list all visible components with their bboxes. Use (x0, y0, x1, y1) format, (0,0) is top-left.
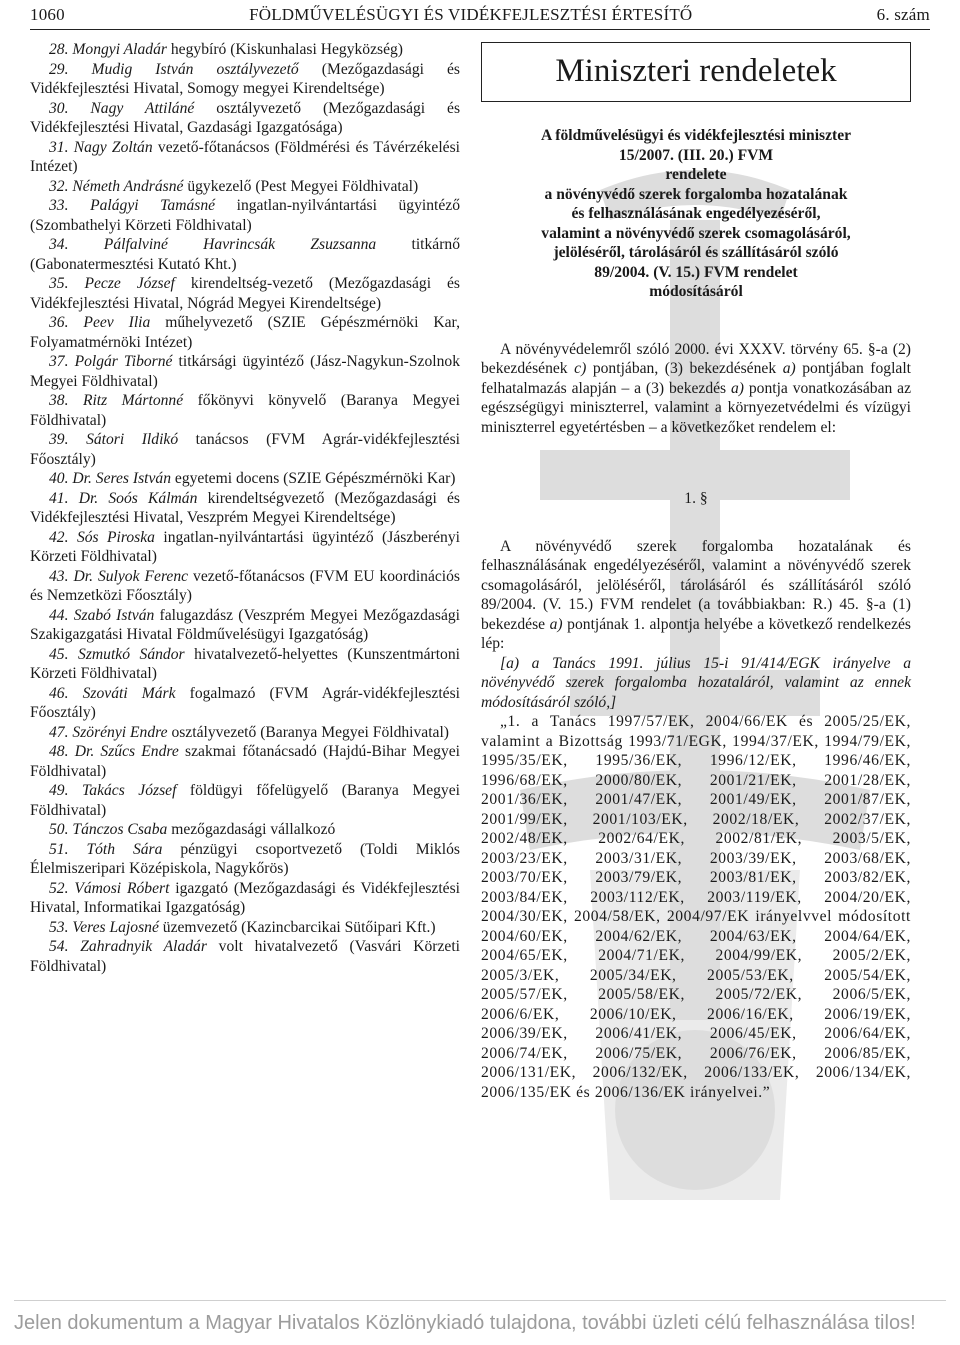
recipient-position: szakmai főtanácsadó (Hajdú-Bihar Megyei Földhivatal) (30, 743, 460, 780)
recipient-entry (30, 606, 460, 645)
recipient-position: volt hivatalvezető (Vasvári Körzeti Földhivatal) (30, 938, 460, 975)
entry-number: 44. (49, 606, 69, 624)
footer-divider (14, 1300, 946, 1301)
recipient-position: üzemvezető (Kazincbarcikai Sütőipari Kft.) (158, 918, 436, 936)
entry-number: 38. (49, 392, 69, 409)
regulation-heading-line: rendelete (665, 166, 727, 183)
regulation-heading-line: 15/2007. (III. 20.) FVM (618, 146, 774, 164)
entry-number: 45. (49, 645, 69, 663)
recipient-position: ingatlan-nyilvántartási ügyintéző (Szombathelyi Körzeti Földhivatal) (30, 197, 460, 234)
header-divider (30, 29, 930, 30)
entry-number: 29. (49, 60, 69, 78)
recipient-entry (30, 177, 460, 197)
recipient-entry (30, 684, 460, 723)
recipient-name: Mongyi Aladár (72, 41, 167, 58)
recipient-position: vezető-főtanácsos (Földmérési és Távérzékelési Intézet) (30, 138, 460, 175)
recipient-name: Dr. Soós Kálmán (78, 489, 198, 507)
recipient-position: ügykezelő (Pest Megyei Földhivatal) (183, 177, 419, 195)
entry-number: 54. (49, 938, 69, 955)
preamble-text-4: pontja vonatkozásában az egészségügyi miniszterrel, valamint a környezetvédelmi és vízügyi miniszterrel egyetértésben – a következőket rendelem el: (481, 379, 911, 436)
replaced-clause: [a) a Tanács 1991. július 15-i 91/414/EGK irányelve a növényvédő szerek forgalomba hozataláról, valamint az ennek módosításáról szóló,] (481, 654, 911, 711)
entry-number: 43. (49, 567, 69, 585)
recipient-position: fogalmazó (FVM Agrár-vidékfejlesztési Főosztály) (30, 684, 460, 721)
recipient-entry (30, 937, 460, 976)
recipient-position: osztályvezető (Baranya Megyei Földhivatal) (167, 723, 450, 741)
recipient-position: vezető-főtanácsos (FVM EU koordinációs és Nemzetközi Főosztály) (30, 567, 461, 604)
recipient-position: tanácsos (FVM Agrár-vidékfejlesztési Főosztály) (30, 431, 460, 468)
preamble-point-a: a) (782, 360, 796, 377)
recipient-name: Pecze József (84, 275, 175, 292)
regulation-heading (481, 126, 911, 302)
recipient-name: Nagy Attiláné (90, 99, 195, 117)
regulation-heading-line: 89/2004. (V. 15.) FVM rendelet (594, 263, 798, 281)
recipient-name: Dr. Szűcs Endre (74, 743, 179, 760)
entry-number: 36. (49, 314, 69, 331)
recipient-name: Dr. Sulyok Ferenc (73, 567, 189, 585)
recipient-position: hegybíró (Kiskunhalasi Hegyközség) (166, 41, 403, 58)
recipient-name: Sós Piroska (76, 528, 155, 546)
entry-number: 32. (49, 177, 69, 195)
recipient-name: Pálfalviné Havrincsák Zsuzsanna (103, 236, 377, 253)
entry-number: 52. (49, 879, 69, 897)
recipient-entry (30, 723, 460, 743)
new-provision-text: „1. a Tanács 1997/57/EK, 2004/66/EK és 2005/25/EK, valamint a Bizottság 1993/71/EGK, 1994/37/EK, 1994/79/EK, 1995/35/EK, 1995/36/EK, 1996/12/EK, 1996/46/EK, 1996/68/EK, 2000/80/EK, 2001/21/EK, 2001/28/EK, 2001/36/EK, 2001/47/EK, 2001/49/EK, 2001/87/EK, 2001/99/EK, 2001/103/EK, 2002/18/EK, 2002/37/EK, 2002/48/EK, 2002/64/EK, 2002/81/EK, 2003/5/EK, 2003/23/EK, 2003/31/EK, 2003/39/EK, 2003/68/EK, 2003/70/EK, 2003/79/EK, 2003/81/EK, 2003/82/EK, 2003/84/EK, 2003/112/EK, 2003/119/EK, 2004/20/EK, 2004/30/EK, 2004/58/EK, 2004/97/EK irányelvvel módosított 2004/60/EK, 2004/62/EK, 2004/63/EK, 2004/64/EK, 2004/65/EK, 2004/71/EK, 2004/99/EK, 2005/2/EK, 2005/3/EK, 2005/34/EK, 2005/53/EK, 2005/54/EK, 2005/57/EK, 2005/58/EK, 2005/72/EK, 2006/5/EK, 2006/6/EK, 2006/10/EK, 2006/16/EK, 2006/19/EK, 2006/39/EK, 2006/41/EK, 2006/45/EK, 2006/64/EK, 2006/74/EK, 2006/75/EK, 2006/76/EK, 2006/85/EK, 2006/131/EK, 2006/132/EK, 2006/133/EK, 2006/134/EK, 2006/135/EK és 2006/136/EK irányelvei.” (481, 713, 911, 1101)
recipient-position: főkönyvi könyvelő (Baranya Megyei Földhivatal) (30, 392, 460, 429)
recipient-entry (30, 60, 460, 99)
preamble (481, 340, 911, 438)
recipient-name: Tánczos Csaba (72, 821, 168, 838)
recipient-entry (30, 840, 460, 879)
recipient-entry (30, 567, 460, 606)
recipient-position: osztályvezető (Mezőgazdasági és Vidékfejlesztési Hivatal, Gazdasági Igazgatósága) (30, 99, 461, 136)
regulation-heading-line: módosításáról (649, 283, 743, 300)
recipient-position: titkársági ügyintéző (Jász-Nagykun-Szolnok Megyei Földhivatal) (30, 353, 460, 390)
recipient-name: Polgár Tiborné (74, 353, 173, 370)
entry-number: 40. (49, 470, 69, 487)
entry-number: 28. (49, 41, 69, 58)
entry-number: 30. (49, 99, 69, 117)
recipient-entry (30, 391, 460, 430)
amendment-text-2: pontjának 1. alpontja helyébe a következő rendelkezés lép: (481, 615, 911, 652)
entry-number: 47. (49, 723, 69, 741)
regulation-heading-line: valamint a növényvédő szerek csomagolásáról, (541, 224, 851, 242)
recipient-entry (30, 196, 460, 235)
recipient-position: földügyi főfelügyelő (Baranya Megyei Földhivatal) (30, 782, 460, 819)
recipient-entry (30, 235, 460, 274)
recipient-name: Dr. Seres István (72, 470, 172, 487)
entry-number: 48. (49, 743, 69, 760)
recipient-entry (30, 879, 460, 918)
recipient-entry (30, 138, 460, 177)
preamble-point-c: c) (574, 360, 587, 377)
regulation-column (481, 40, 911, 1102)
recipient-entry (30, 352, 460, 391)
journal-title: FÖLDMŰVELÉSÜGYI ÉS VIDÉKFEJLESZTÉSI ÉRTESÍTŐ (249, 5, 693, 24)
issue-number: 6. szám (876, 5, 930, 24)
section-number: 1. § (684, 490, 708, 507)
entry-number: 31. (49, 138, 69, 156)
regulation-heading-line: és felhasználásának engedélyezéséről, (571, 205, 821, 222)
entry-number: 46. (49, 684, 69, 702)
page-number: 1060 (30, 5, 65, 24)
recipient-name: Mudig István osztályvezető (91, 60, 299, 78)
entry-number: 33. (49, 197, 69, 214)
recipient-entry (30, 313, 460, 352)
recipient-entry (30, 40, 460, 60)
recipient-entry (30, 430, 460, 469)
entry-number: 41. (49, 489, 69, 507)
amendment-text-1: A növényvédő szerek forgalomba hozatalának és felhasználásának engedélyezéséről, valamint a növényvédő szerek csomagolásáról, jelöléséről, tárolásáról és szállításáról szóló 89/2004. (V. 15.) FVM rendelet (a továbbiakban: R.) 45. §-a (1) bekezdése (481, 537, 911, 633)
recipient-position: ingatlan-nyilvántartási ügyintéző (Jászberényi Körzeti Földhivatal) (30, 528, 460, 565)
recipient-entry (30, 489, 460, 528)
award-recipients-list (30, 40, 460, 976)
entry-number: 49. (49, 782, 69, 799)
regulation-heading-line: a növényvédő szerek forgalomba hozatalának (544, 185, 848, 203)
ownership-notice: Jelen dokumentum a Magyar Hivatalos Közlönykiadó tulajdona, további üzleti célú felhasználása tilos! (14, 1312, 916, 1334)
recipient-entry (30, 274, 460, 313)
preamble-text-1: A növényvédelemről szóló 2000. évi XXXV. törvény 65. §-a (2) bekezdésének (481, 340, 911, 377)
recipient-position: pénzügyi csoportvezető (Toldi Miklós Élelmiszeripari Középiskola, Nagykőrös) (30, 840, 460, 877)
recipient-position: kirendeltségvezető (Mezőgazdasági és Vidékfejlesztési Hivatal, Veszprém Megyei Kirendeltsége) (30, 489, 460, 526)
recipient-position: (Mezőgazdasági és Vidékfejlesztési Hivatal, Somogy megyei Kirendeltsége) (30, 60, 460, 97)
recipient-name: Zahradnyik Aladár (80, 938, 207, 955)
recipient-position: titkárnő (Gabonatermesztési Kutató Kht.) (30, 236, 460, 273)
recipient-name: Sátori Ildikó (86, 431, 179, 448)
recipient-name: Szmutkó Sándor (78, 645, 185, 663)
regulation-heading-line: jelöléséről, tárolásáról és szállításáról szóló (553, 244, 839, 261)
preamble-text-2: pontjában, (3) bekezdésének (586, 360, 783, 377)
recipient-name: Tóth Sára (86, 840, 163, 858)
recipient-position: falugazdász (Veszprém Megyei Mezőgazdasági Szakigazgatási Hivatal Földművelésügyi Igazgatóság) (30, 606, 461, 643)
recipient-entry (30, 645, 460, 684)
recipient-name: Palágyi Tamásné (90, 197, 216, 214)
recipient-name: Németh Andrásné (72, 177, 184, 195)
entry-number: 42. (49, 528, 69, 546)
entry-number: 39. (49, 431, 69, 448)
recipient-position: egyetemi docens (SZIE Gépészmérnöki Kar) (171, 470, 456, 487)
entry-number: 35. (49, 275, 69, 292)
recipient-position: kirendeltség-vezető (Mezőgazdasági és Vidékfejlesztési Hivatal, Nógrád Megyei Kirendeltsége) (30, 275, 460, 312)
entry-number: 53. (49, 918, 69, 936)
entry-number: 37. (49, 353, 69, 370)
recipient-name: Ritz Mártonné (82, 392, 184, 409)
recipient-entry (30, 918, 460, 938)
recipient-name: Szováti Márk (82, 684, 176, 702)
entry-number: 50. (49, 821, 69, 838)
entry-number: 51. (49, 840, 69, 858)
recipient-position: mezőgazdasági vállalkozó (167, 821, 336, 838)
page-header (30, 3, 930, 27)
recipient-name: Szabó István (73, 606, 155, 624)
recipient-name: Takács József (82, 782, 177, 799)
recipient-position: műhelyvezető (SZIE Gépészmérnöki Kar, Folyamatmérnöki Intézet) (30, 314, 460, 351)
recipient-name: Peev Ilia (83, 314, 151, 331)
recipient-name: Vámosi Róbert (74, 879, 170, 897)
recipient-entry (30, 820, 460, 840)
recipient-entry (30, 781, 460, 820)
amendment-point-a: a) (549, 615, 563, 633)
recipient-name: Szörényi Endre (72, 723, 168, 741)
preamble-point-a-2: a) (730, 379, 744, 397)
recipient-entry (30, 99, 460, 138)
recipient-position: hivatalvezető-helyettes (Kunszentmártoni Körzeti Földhivatal) (30, 645, 460, 682)
recipient-name: Nagy Zoltán (73, 138, 153, 156)
recipient-position: igazgató (Mezőgazdasági és Vidékfejlesztési Hivatal, Informatikai Igazgatóság) (30, 879, 461, 916)
preamble-text-3: pontjában foglalt felhatalmazás alapján – a (3) bekezdés (481, 360, 912, 397)
section-title: Miniszteri rendeletek (481, 42, 911, 102)
amendment-paragraph (481, 537, 911, 654)
recipient-entry (30, 469, 460, 489)
recipient-entry (30, 528, 460, 567)
entry-number: 34. (49, 236, 69, 253)
regulation-heading-line: A földművelésügyi és vidékfejlesztési miniszter (540, 127, 852, 144)
recipient-entry (30, 742, 460, 781)
recipient-name: Veres Lajosné (72, 918, 159, 936)
